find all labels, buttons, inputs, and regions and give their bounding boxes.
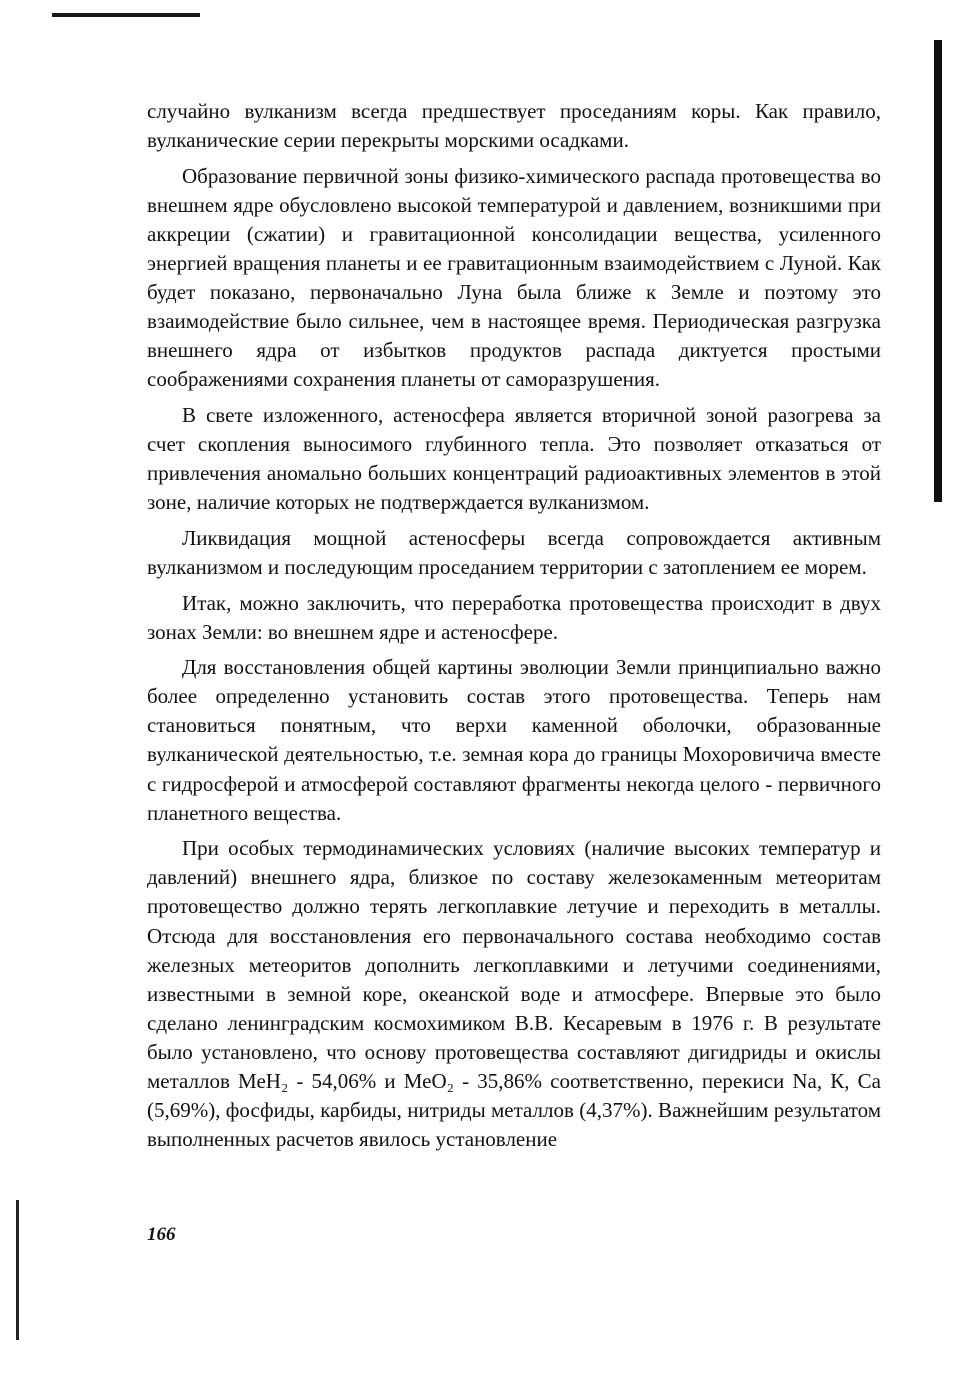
- paragraph: В свете изложенного, астеносфера является вторичной зоной разогрева за счет скопления выносимого глубинного тепла. Это позволяет отказаться от привлечения аномально больших концентраций радиоактивных элементов в этой зоне, наличие которых не подтверждается вулканизмом.: [147, 402, 881, 515]
- paragraph: При особых термодинамических условиях (наличие высоких температур и давлений) внешнего ядра, близкое по составу железокаменным метеоритам протовещество должно терять легкоплавкие летучие и переходить в металлы. Отсюда для восстановления его первоначального состава необходимо состав железных метеоритов дополнить легкоплавкими и летучими соединениями, известными в земной коре, океанской воде и атмосфере. Впервые это было сделано ленинградским космохимиком В.В. Кесаревым в 1976 г. В результате было установлено, что основу протовещества составляют дигидриды и окислы металлов МеН₂ - 54,06% и МеО₂ - 35,86% соответственно, перекиси Na, К, Са (5,69%), фосфиды, карбиды, нитриды металлов (4,37%). Важнейшим результатом выполненных расчетов явилось установление: [147, 836, 881, 1152]
- paragraph: Итак, можно заключить, что переработка протовещества происходит в двух зонах Земли: во внешнем ядре и астеносфере.: [147, 590, 881, 644]
- scan-edge-mark-left: [16, 1200, 19, 1340]
- paragraph-continuation: случайно вулканизм всегда предшествует проседаниям коры. Как правило, вулканические серии перекрыты морскими осадками.: [147, 99, 881, 153]
- paragraph: Образование первичной зоны физико-химического распада протовещества во внешнем ядре обусловлено высокой температурой и давлением, возникшими при аккреции (сжатии) и гравитационной консолидации вещества, усиленного энергией вращения планеты и ее гравитационным взаимодействием с Луной. Как будет показано, первоначально Луна была ближе к Земле и поэтому это взаимодействие было сильнее, чем в настоящее время. Периодическая разгрузка внешнего ядра от избытков продуктов распада диктуется простыми соображениями сохранения планеты от саморазрушения.: [147, 163, 881, 392]
- scan-edge-mark-top: [52, 13, 200, 17]
- scan-edge-mark-right: [934, 40, 942, 502]
- paragraph: Для восстановления общей картины эволюции Земли принципиально важно более определенно установить состав этого протовещества. Теперь нам становиться понятным, что верхи каменной оболочки, образованные вулканической деятельностью, т.е. земная кора до границы Мохоровичича вместе с гидросферой и атмосферой составляют фрагменты некогда целого - первичного планетного вещества.: [147, 655, 881, 825]
- page-number: 166: [147, 1224, 176, 1245]
- paragraph: Ликвидация мощной астеносферы всегда сопровождается активным вулканизмом и последующим проседанием территории с затоплением ее морем.: [147, 525, 881, 579]
- page-body: [147, 97, 881, 1154]
